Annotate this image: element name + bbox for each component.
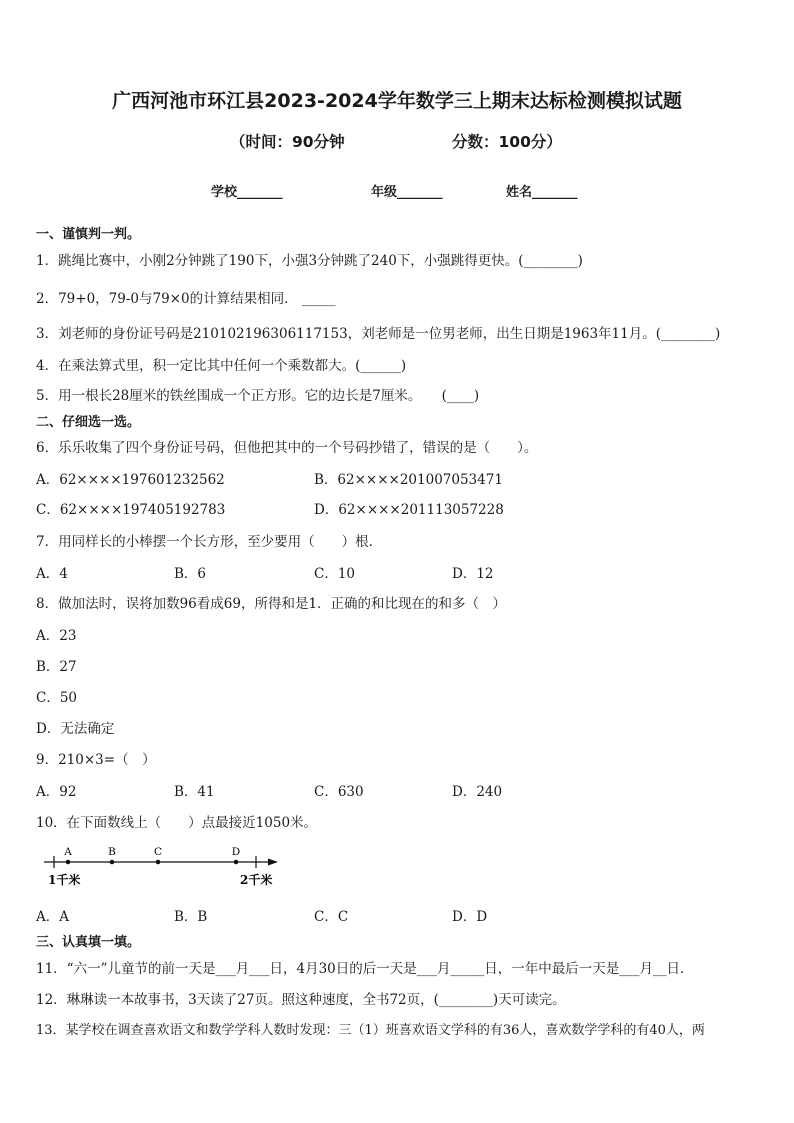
label-d: D: [231, 846, 241, 858]
q8-option-d: D．无法确定: [36, 721, 115, 737]
question-8: 8．做加法时，误将加数96看成69，所得和是1．正确的和比现在的和多（ ）: [36, 596, 507, 612]
question-2: 2．79+0，79-0与79×0的计算结果相同． _____: [36, 291, 336, 307]
section-1-heading: 一、谨慎判一判。: [36, 227, 141, 242]
q10-option-a: A．A: [36, 909, 69, 925]
q9-option-b: B．41: [174, 784, 215, 800]
point-a: [66, 860, 71, 865]
q9-option-c: C．630: [314, 784, 364, 800]
q10-option-d: D．D: [452, 909, 488, 925]
question-10: 10．在下面数线上（ ）点最接近1050米。: [36, 815, 318, 831]
q7-option-d: D．12: [452, 566, 494, 582]
question-6: 6．乐乐收集了四个身份证号码，但他把其中的一个号码抄错了，错误的是（ ）。: [36, 440, 538, 456]
label-1km: 1千米: [48, 873, 81, 887]
number-line-diagram: [40, 842, 290, 892]
point-b: [110, 860, 115, 865]
question-4: 4．在乘法算式里，积一定比其中任何一个乘数都大。(______): [36, 358, 407, 374]
question-5: 5．用一根长28厘米的铁丝围成一个正方形。它的边长是7厘米。 (____): [36, 388, 480, 404]
q7-option-c: C．10: [314, 566, 356, 582]
question-7: 7．用同样长的小棒摆一个长方形，至少要用（ ）根．: [36, 534, 383, 550]
q8-option-a: A．23: [36, 628, 77, 644]
q6-option-d: D．62××××201113057228: [314, 502, 504, 518]
exam-score: 分数：100分）: [452, 133, 562, 151]
question-3: 3．刘老师的身份证号码是210102196306117153，刘老师是一位男老师，出生日期是1963年11月。(________): [36, 326, 721, 342]
q9-option-a: A．92: [36, 784, 77, 800]
question-9: 9．210×3=（ ）: [36, 752, 156, 768]
question-12: 12．琳琳读一本故事书，3天读了27页。照这种速度，全书72页，(________)天可读完。: [36, 992, 566, 1008]
label-b: B: [108, 846, 116, 858]
question-1: 1．跳绳比赛中，小刚2分钟跳了190下，小强3分钟跳了240下，小强跳得更快。(________): [36, 253, 583, 269]
label-2km: 2千米: [240, 873, 273, 887]
exam-time: （时间：90分钟: [230, 133, 345, 151]
point-d: [234, 860, 239, 865]
q9-option-d: D．240: [452, 784, 503, 800]
label-c: C: [153, 846, 163, 858]
point-c: [156, 860, 161, 865]
section-3-heading: 三、认真填一填。: [36, 935, 141, 950]
name-field: 姓名_______: [506, 185, 578, 200]
exam-title: 广西河池市环江县2023-2024学年数学三上期末达标检测模拟试题: [112, 90, 682, 112]
q10-option-b: B．B: [174, 909, 208, 925]
question-13: 13．某学校在调查喜欢语文和数学学科人数时发现：三（1）班喜欢语文学科的有36人，喜欢数学学科的有40人，两: [36, 1023, 705, 1038]
school-field: 学校_______: [211, 185, 283, 200]
label-a: A: [64, 846, 72, 858]
q7-option-b: B．6: [174, 566, 207, 582]
question-11: 11．“六一”儿童节的前一天是___月___日，4月30日的后一天是___月_____日，一年中最后一天是___月__日．: [36, 961, 694, 977]
section-2-heading: 二、仔细选一选。: [36, 415, 141, 430]
q8-option-b: B．27: [36, 659, 77, 675]
q7-option-a: A．4: [36, 566, 68, 582]
q6-option-a: A．62××××197601232562: [36, 472, 225, 488]
q8-option-c: C．50: [36, 690, 78, 706]
q6-option-c: C．62××××197405192783: [36, 502, 226, 518]
grade-field: 年级_______: [371, 185, 443, 200]
q10-option-c: C．C: [314, 909, 349, 925]
number-line-arrow: [268, 859, 278, 866]
q6-option-b: B．62××××201007053471: [314, 472, 503, 488]
